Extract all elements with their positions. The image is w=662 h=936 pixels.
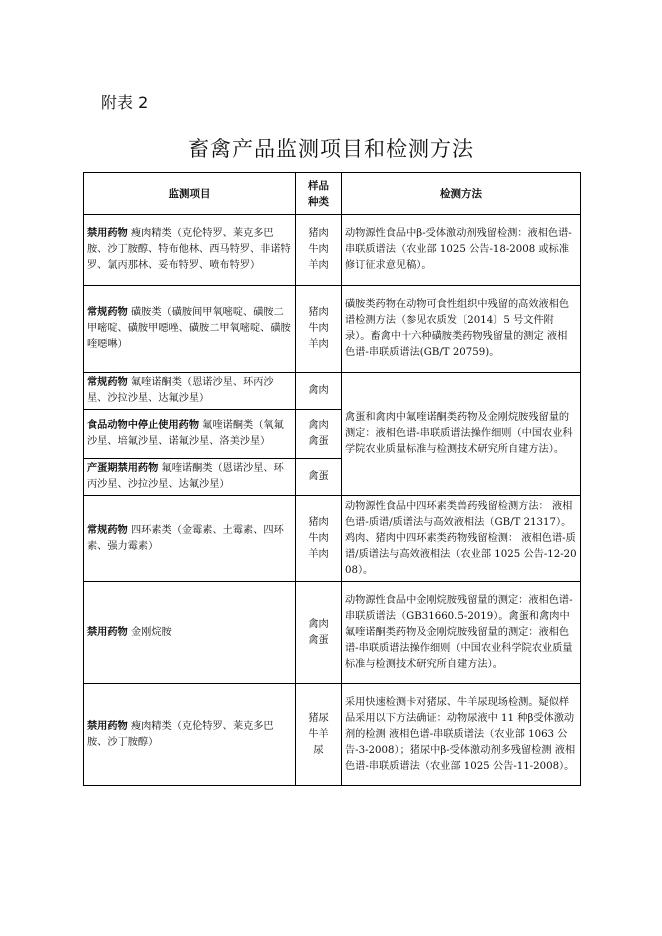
method-text: 动物源性食品中金刚烷胺残留量的测定：液相色谱-串联质谱法（GB31660.5-2019）。禽蛋和禽肉中氟喹诺酮类药物及金刚烷胺残留量的测定：液相色谱-串联质谱法操作细则（中国农业科学院农业质量标准与检测技术研究所自建方法）。 bbox=[345, 594, 573, 670]
item-text: 氟喹诺酮类（氧氟沙星、培氟沙星、诺氟沙星、洛美沙星） bbox=[87, 420, 284, 447]
table-row bbox=[84, 582, 581, 684]
sample-text: 禽蛋 bbox=[308, 471, 329, 482]
table-row bbox=[84, 215, 581, 286]
sample-cell bbox=[296, 684, 342, 786]
item-cell bbox=[84, 215, 296, 286]
item-text: 四环素类（金霉素、土霉素、四环素、强力霉素） bbox=[87, 524, 284, 552]
sample-text: 猪肉 牛肉 羊肉 bbox=[308, 307, 329, 350]
item-text: 瘦肉精类（克伦特罗、莱克多巴胺、沙丁胺醇） bbox=[87, 720, 274, 748]
monitoring-table bbox=[83, 172, 581, 786]
sample-cell bbox=[296, 373, 342, 410]
item-category: 禁用药物 bbox=[87, 228, 128, 239]
table-row bbox=[84, 373, 581, 410]
sample-cell bbox=[296, 410, 342, 459]
method-text: 磺胺类药物在动物可食性组织中残留的高效液相色谱检测方法（参见农质发〔2014〕5 号文件附录）。畜禽中十六种磺胺类药物残留量的测定 液相色谱-串联质谱法(GB/T 20759)。 bbox=[345, 299, 570, 358]
header-item: 监测项目 bbox=[84, 173, 296, 215]
item-category: 常规药物 bbox=[87, 377, 128, 388]
item-category: 食品动物中停止使用药物 bbox=[87, 420, 200, 431]
sample-text: 禽肉 禽蛋 bbox=[308, 420, 329, 447]
item-category: 禁用药物 bbox=[87, 720, 128, 732]
item-cell bbox=[84, 286, 296, 373]
item-cell bbox=[84, 582, 296, 684]
method-cell bbox=[342, 684, 581, 786]
sample-text: 猪肉 牛肉 羊肉 bbox=[308, 516, 329, 560]
method-cell bbox=[342, 215, 581, 286]
sample-cell bbox=[296, 215, 342, 286]
item-text: 氟喹诺酮类（恩诺沙星、环丙沙星、沙拉沙星、达氟沙星） bbox=[87, 463, 284, 490]
item-category: 常规药物 bbox=[87, 307, 128, 318]
sample-text: 禽肉 禽蛋 bbox=[308, 618, 329, 646]
item-cell bbox=[84, 373, 296, 410]
sample-text: 猪肉 牛肉 羊肉 bbox=[308, 228, 329, 271]
table-row bbox=[84, 286, 581, 373]
item-cell bbox=[84, 684, 296, 786]
item-text: 金刚烷胺 bbox=[127, 626, 172, 638]
item-category: 产蛋期禁用药物 bbox=[87, 463, 159, 474]
item-text: 磺胺类（磺胺间甲氧嘧啶、磺胺二甲嘧啶、磺胺甲噁唑、磺胺二甲氧嘧啶、磺胺喹噁啉） bbox=[87, 307, 291, 350]
header-method: 检测方法 bbox=[342, 173, 581, 215]
item-category: 常规药物 bbox=[87, 524, 128, 536]
sample-cell bbox=[296, 582, 342, 684]
method-cell bbox=[342, 496, 581, 582]
sample-text: 禽肉 bbox=[308, 385, 329, 396]
item-category: 禁用药物 bbox=[87, 626, 128, 638]
method-text: 动物源性食品中四环素类兽药残留检测方法： 液相色谱-质谱/质谱法与高效液相法（GB/T 21317）。鸡肉、猪肉中四环素类药物残留检测： 液相色谱-质谱/质谱法与高效液相法（农业部 1025 公告-12-2008）。 bbox=[345, 500, 577, 576]
document-title: 畜禽产品监测项目和检测方法 bbox=[188, 137, 474, 161]
header-sample: 样品种类 bbox=[296, 173, 342, 215]
item-text: 瘦肉精类（克伦特罗、莱克多巴胺、沙丁胺醇、特布他林、西马特罗、非诺特罗、氯丙那林、妥布特罗、喷布特罗） bbox=[87, 228, 291, 271]
sample-cell bbox=[296, 286, 342, 373]
method-text: 禽蛋和禽肉中氟喹诺酮类药物及金刚烷胺残留量的测定：液相色谱-串联质谱法操作细则（中国农业科学院农业质量标准与检测技术研究所自建方法）。 bbox=[345, 412, 573, 455]
item-cell bbox=[84, 496, 296, 582]
method-cell bbox=[342, 286, 581, 373]
item-cell bbox=[84, 459, 296, 496]
table-row bbox=[84, 684, 581, 786]
table-header-row bbox=[84, 173, 581, 215]
method-text: 动物源性食品中β-受体激动剂残留检测：液相色谱-串联质谱法（农业部 1025 公告-18-2008 或标准修订征求意见稿）。 bbox=[345, 228, 572, 271]
sample-cell bbox=[296, 459, 342, 496]
method-text: 采用快速检测卡对猪尿、牛羊尿现场检测。疑似样品采用以下方法确证：动物尿液中 11 种β受体激动剂的检测 液相色谱-串联质谱法（农业部 1063 公告-3-2008）；猪尿中β-受体激动剂多残留检测 液相色谱-串联质谱法（农业部 1025 公告-11-2008）。 bbox=[345, 696, 576, 772]
sample-text: 猪尿 牛羊 尿 bbox=[308, 712, 329, 756]
method-cell bbox=[342, 582, 581, 684]
appendix-label: 附表 2 bbox=[101, 93, 149, 112]
item-cell bbox=[84, 410, 296, 459]
item-text: 氟喹诺酮类（恩诺沙星、环丙沙星、沙拉沙星、达氟沙星） bbox=[87, 377, 274, 404]
table-row bbox=[84, 496, 581, 582]
sample-cell bbox=[296, 496, 342, 582]
method-cell bbox=[342, 373, 581, 496]
